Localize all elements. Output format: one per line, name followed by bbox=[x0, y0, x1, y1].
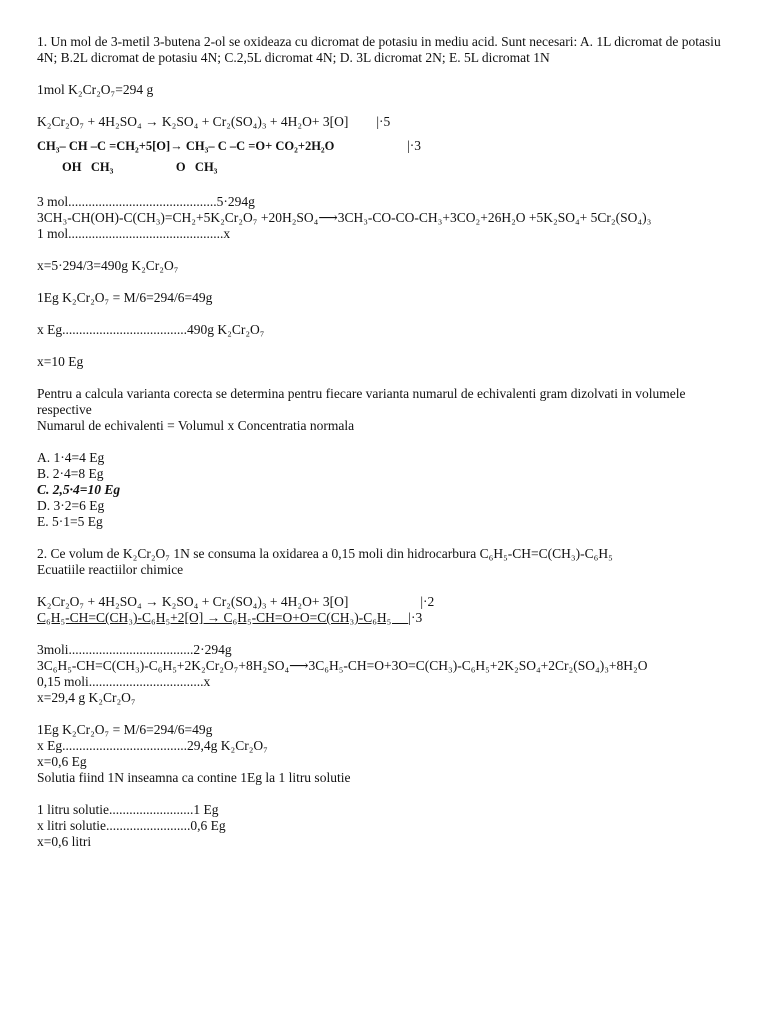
p2-redox-equation: K₂Cr₂O₇ + 4H₂SO₄ → K₂SO₄ + Cr₂(SO₄)₃ + 4H₂O+ 3[O] bbox=[37, 594, 349, 609]
total-equation: 3CH₃-CH(OH)-C(CH₃)=CH₂+5K₂Cr₂O₇ +20H₂SO₄⟶3CH₃-CO-CO-CH₃+3CO₂+26H₂O +5K₂SO₄+ 5Cr₂(SO₄)₃ bbox=[37, 210, 652, 225]
redox-equation-row bbox=[37, 114, 737, 130]
option-b: B. 2·4=8 Eg bbox=[37, 466, 104, 481]
p2-organic-equation: C₆H₅-CH=C(CH₃)-C₆H₅+2[O] → C₆H₅-CH=O+O=C(CH₃)-C₆H₅ bbox=[37, 610, 409, 625]
p2-stoich-line-2: 0,15 moli..................................x bbox=[37, 674, 211, 689]
molar-mass-line: 1mol K₂Cr₂O₇=294 g bbox=[37, 82, 154, 97]
problem1-statement: 1. Un mol de 3-metil 3-butena 2-ol se oxideaza cu dicromat de potasiu in mediu acid. Sunt necesari: A. 1L dicromat de potasiu 4N; B.2L dicromat de potasiu 4N; C.2,5L dicromat 4N; D. 3L dicromat 2N; E. 5L dicromat 1N bbox=[37, 34, 721, 65]
organic-reaction-structure bbox=[37, 138, 737, 178]
p2-equivalent-proportion: x Eg.....................................29,4g K₂Cr₂O₇ bbox=[37, 738, 268, 753]
equivalent-proportion: x Eg.....................................490g K₂Cr₂O₇ bbox=[37, 322, 265, 337]
equivalent-result: x=10 Eg bbox=[37, 354, 84, 369]
problem2-subtitle: Ecuatiile reactiilor chimice bbox=[37, 562, 184, 577]
stoich-line-1: 3 mol............................................5·294g bbox=[37, 194, 255, 209]
p2-stoich-line-1: 3moli.....................................2·294g bbox=[37, 642, 232, 657]
explanation-2: Numarul de echivalenti = Volumul x Concentratia normala bbox=[37, 418, 355, 433]
p2-total-equation: 3C₆H₅-CH=C(CH₃)-C₆H₅+2K₂Cr₂O₇+8H₂SO₄⟶3C₆H₅-CH=O+3O=C(CH₃)-C₆H₅+2K₂SO₄+2Cr₂(SO₄)₃+8H₂O bbox=[37, 658, 648, 673]
x-result: x=5·294/3=490g K₂Cr₂O₇ bbox=[37, 258, 179, 273]
p2-equivalent-definition: 1Eg K₂Cr₂O₇ = M/6=294/6=49g bbox=[37, 722, 213, 737]
p2-organic-multiplier: |·3 bbox=[408, 610, 423, 625]
p2-redox-equation-row bbox=[37, 594, 737, 610]
p2-redox-multiplier: |·2 bbox=[420, 594, 435, 609]
redox-equation: K₂Cr₂O₇ + 4H₂SO₄ → K₂SO₄ + Cr₂(SO₄)₃ + 4H₂O+ 3[O] bbox=[37, 114, 349, 129]
p2-solution-note: Solutia fiind 1N inseamna ca contine 1Eg la 1 litru solutie bbox=[37, 770, 351, 785]
option-e: E. 5·1=5 Eg bbox=[37, 514, 103, 529]
p2-x-result: x=29,4 g K₂Cr₂O₇ bbox=[37, 690, 136, 705]
organic-reaction-bottom: OH CH₃ O CH₃ bbox=[37, 160, 218, 174]
p2-organic-equation-row bbox=[37, 610, 737, 626]
equivalent-definition: 1Eg K₂Cr₂O₇ = M/6=294/6=49g bbox=[37, 290, 213, 305]
option-a: A. 1·4=4 Eg bbox=[37, 450, 105, 465]
organic-reaction-top: CH₃– CH –C =CH₂+5[O]→ CH₃– C –C =O+ CO₂+2H₂O bbox=[37, 139, 335, 153]
problem2-statement: 2. Ce volum de K₂Cr₂O₇ 1N se consuma la oxidarea a 0,15 moli din hidrocarbura C₆H₅-CH=C(CH₃)-C₆H₅ bbox=[37, 546, 613, 561]
document-page bbox=[37, 34, 737, 850]
option-d: D. 3·2=6 Eg bbox=[37, 498, 105, 513]
redox-multiplier: |·5 bbox=[376, 114, 391, 129]
option-c-correct: C. 2,5·4=10 Eg bbox=[37, 482, 121, 497]
p2-volume-line-2: x litri solutie.........................0,6 Eg bbox=[37, 818, 226, 833]
organic-multiplier: |·3 bbox=[407, 138, 421, 153]
p2-equivalent-result: x=0,6 Eg bbox=[37, 754, 87, 769]
p2-volume-line-1: 1 litru solutie.........................1 Eg bbox=[37, 802, 219, 817]
explanation-1: Pentru a calcula varianta corecta se determina pentru fiecare varianta numarul de echivalenti gram dizolvati in volumele respective bbox=[37, 386, 686, 417]
p2-volume-result: x=0,6 litri bbox=[37, 834, 92, 849]
stoich-line-2: 1 mol..............................................x bbox=[37, 226, 231, 241]
